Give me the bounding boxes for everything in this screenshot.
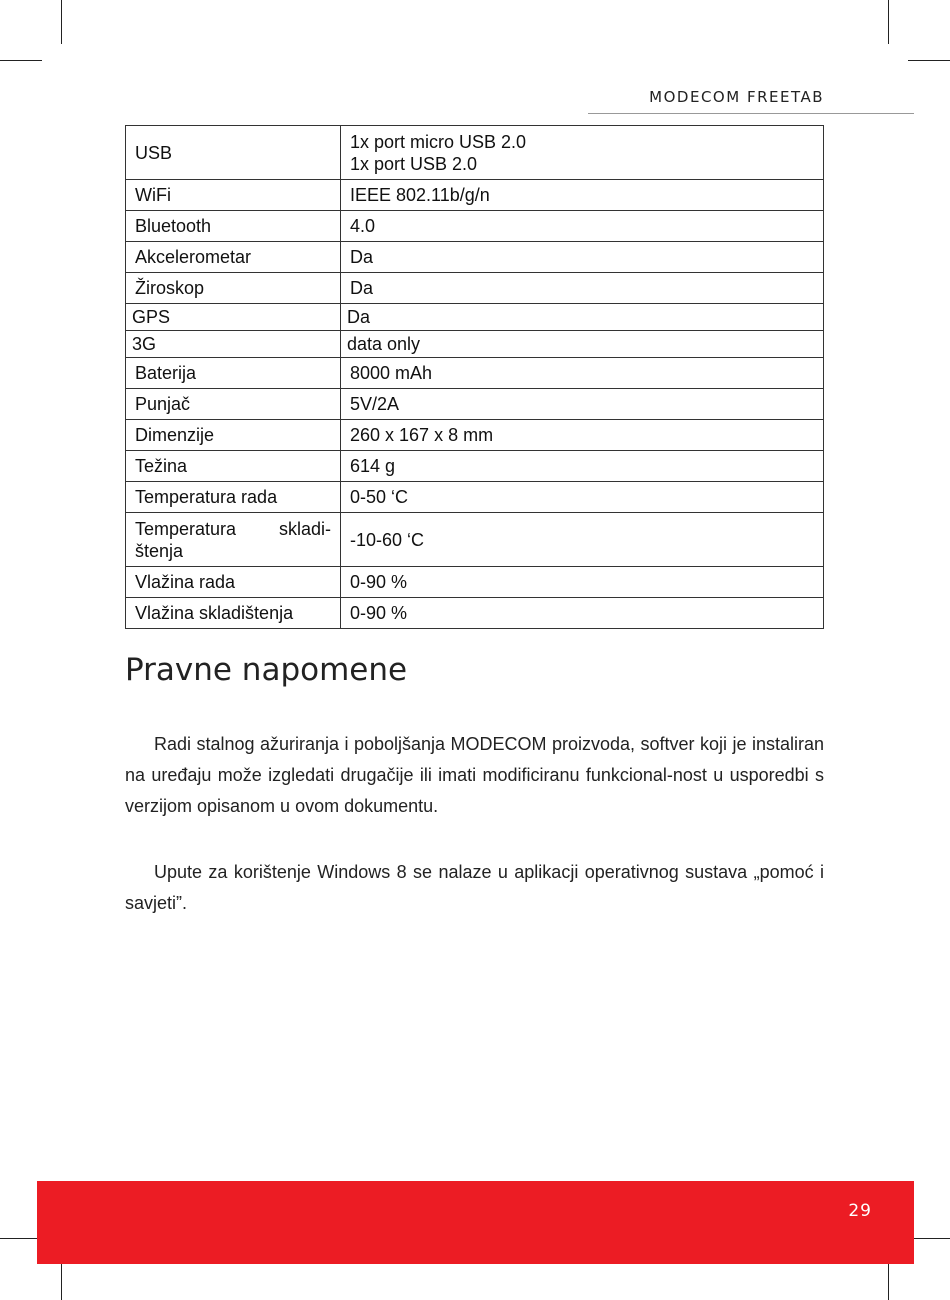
- spec-value: 4.0: [341, 211, 824, 242]
- table-row: [126, 304, 824, 331]
- spec-value: Da: [341, 273, 824, 304]
- table-row: [126, 567, 824, 598]
- spec-value-line: 1x port USB 2.0: [350, 153, 478, 174]
- spec-value: 8000 mAh: [341, 358, 824, 389]
- table-row: [126, 451, 824, 482]
- table-row: [126, 513, 824, 567]
- spec-label: Vlažina skladištenja: [126, 598, 341, 629]
- spec-label: Temperatura rada: [126, 482, 341, 513]
- spec-value: 0-90 %: [341, 567, 824, 598]
- crop-mark: [888, 0, 889, 44]
- spec-label: Težina: [126, 451, 341, 482]
- spec-label: WiFi: [126, 180, 341, 211]
- spec-label: Bluetooth: [126, 211, 341, 242]
- spec-label: USB: [126, 126, 341, 180]
- spec-value: data only: [341, 331, 824, 358]
- table-row: [126, 180, 824, 211]
- spec-value: Da: [341, 304, 824, 331]
- spec-label: 3G: [126, 331, 341, 358]
- spec-label: Vlažina rada: [126, 567, 341, 598]
- table-row: [126, 273, 824, 304]
- crop-mark: [0, 60, 42, 61]
- spec-value: 5V/2A: [341, 389, 824, 420]
- running-header: MODECOM FREETAB: [649, 88, 824, 106]
- specifications-table: [125, 125, 824, 629]
- spec-value-line: 1x port micro USB 2.0: [350, 131, 527, 152]
- footer-bar: [37, 1181, 914, 1264]
- body-paragraph: Upute za korištenje Windows 8 se nalaze u aplikacji operativnog sustava „pomoć i savjeti”.: [125, 862, 824, 913]
- table-row: [126, 242, 824, 273]
- spec-label: Dimenzije: [126, 420, 341, 451]
- spec-label-line: štenja: [135, 540, 184, 561]
- spec-value: 0-90 %: [341, 598, 824, 629]
- table-row: [126, 331, 824, 358]
- table-row: [126, 211, 824, 242]
- spec-label: GPS: [126, 304, 341, 331]
- body-paragraph: Radi stalnog ažuriranja i poboljšanja MODECOM proizvoda, softver koji je instaliran na uređaju može izgledati drugačije ili imati modificiranu funkcional-nost u usporedbi s verzijom opisanom u ovom dokumentu.: [125, 734, 824, 816]
- spec-value: [341, 126, 824, 180]
- table-row: [126, 482, 824, 513]
- spec-label: [126, 513, 341, 567]
- crop-mark: [908, 60, 950, 61]
- crop-mark: [0, 1238, 42, 1239]
- spec-value: -10-60 ‘C: [341, 513, 824, 567]
- crop-mark: [61, 0, 62, 44]
- header-rule: [588, 113, 914, 114]
- spec-label: Punjač: [126, 389, 341, 420]
- spec-value: IEEE 802.11b/g/n: [341, 180, 824, 211]
- spec-label: Akcelerometar: [126, 242, 341, 273]
- section-heading: Pravne napomene: [125, 652, 408, 688]
- table-row: [126, 420, 824, 451]
- spec-label-line: Temperatura skladi-: [135, 518, 331, 539]
- table-row: [126, 126, 824, 180]
- spec-value: 614 g: [341, 451, 824, 482]
- table-row: [126, 389, 824, 420]
- spec-label: Baterija: [126, 358, 341, 389]
- crop-mark: [908, 1238, 950, 1239]
- spec-value: Da: [341, 242, 824, 273]
- table-row: [126, 358, 824, 389]
- spec-label: Žiroskop: [126, 273, 341, 304]
- page-number: 29: [848, 1201, 872, 1221]
- table-row: [126, 598, 824, 629]
- spec-value: 0-50 ‘C: [341, 482, 824, 513]
- spec-value: 260 x 167 x 8 mm: [341, 420, 824, 451]
